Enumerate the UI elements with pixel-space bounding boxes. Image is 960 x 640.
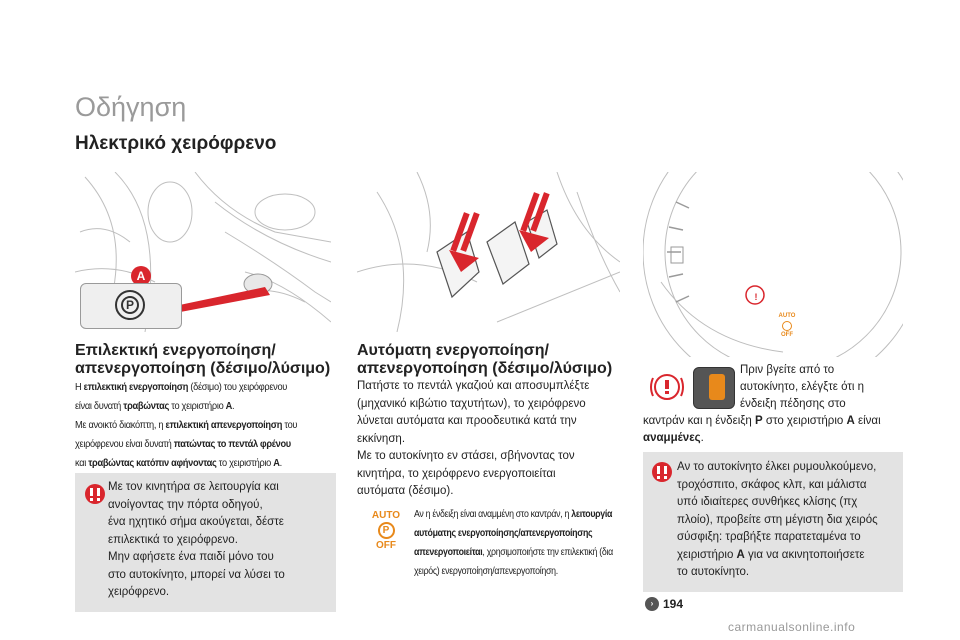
- section-title: Οδήγηση: [75, 92, 187, 122]
- callout-a-badge: A: [131, 266, 151, 286]
- col1-heading-line1: Επιλεκτική ενεργοποίηση/: [75, 342, 276, 359]
- col1-line2: είναι δυνατή τραβώντας το χειριστήριο A.: [75, 400, 235, 412]
- switch-a-lit-indicator: [709, 374, 725, 400]
- switch-a-lit: [693, 367, 735, 409]
- col2-heading-line2: απενεργοποίηση (δέσιμο/λύσιμο): [357, 360, 613, 377]
- col1-line3: Με ανοικτό διακόπτη, η επιλεκτική απενεργοποίηση του: [75, 419, 298, 431]
- col3-warning-box: [643, 452, 903, 592]
- col2-note: Αν η ένδειξη είναι αναμμένη στο καντράν, η λειτουργία αυτόματης ενεργοποίησης/απενεργοποίησης απενεργοποιείται, χρησιμοποιήστε την επιλεκτική (δια χειρός) ενεργοποίηση/απενεργοποίηση.: [414, 509, 613, 577]
- auto-off-indicator: [368, 510, 404, 550]
- col3-intro: Πριν βγείτε από το αυτοκίνητο, ελέγξτε ότι η ένδειξη πέδησης στο: [740, 364, 865, 410]
- cluster-auto-label: AUTO: [778, 313, 796, 319]
- off-label: OFF: [376, 540, 396, 551]
- col3-warning-text: Αν το αυτοκίνητο έλκει ρυμουλκούμενο, τροχόσπιτο, σκάφος κλπ, και μάλιστα υπό ιδιαίτερες συνθήκες κλίσης (πχ πλοίο), προβείτε στη μέγιστη δια χειρός σύσφιξη: τραβήξτε παρατεταμένα το χειριστήριο A για να ακινητοποιήσετε το αυτοκίνητο.: [677, 461, 878, 578]
- page-arrow-icon: ›: [645, 597, 659, 611]
- col1-heading-line2: απενεργοποίηση (δέσιμο/λύσιμο): [75, 360, 331, 377]
- parking-brake-switch: [80, 283, 182, 329]
- park-brake-icon: [115, 290, 145, 320]
- warning-icon: [652, 462, 672, 482]
- col1-warning-text: Με τον κινητήρα σε λειτουργία και ανοίγοντας την πόρτα οδηγού, ένα ηχητικό σήμα ακούγεται, δέστε επιλεκτικά το χειρόφρενο. Μην αφήσετε ένα παιδί μόνο του στο αυτοκίνητο, μπορεί να λύσει το χειρόφρενο.: [108, 481, 285, 598]
- cluster-auto-off-indicator: [776, 313, 798, 339]
- cluster-auto-p-icon: [782, 321, 792, 331]
- brake-warning-lamp-icon: [648, 368, 686, 406]
- cluster-brake-warning-icon: !: [754, 292, 758, 302]
- col2-heading-line1: Αυτόματη ενεργοποίηση/: [357, 342, 549, 359]
- pointer-arrow: [170, 285, 280, 315]
- col1-line5: και τραβώντας κατόπιν αφήνοντας το χειριστήριο A.: [75, 457, 282, 469]
- col1-line4: χειρόφρενου είναι δυνατή πατώντας το πεντάλ φρένου: [75, 438, 291, 450]
- auto-label: AUTO: [371, 510, 401, 521]
- footer-watermark[interactable]: carmanualsonline.info: [728, 620, 856, 634]
- col1-warning-box: [75, 473, 336, 612]
- col3-intro-cont: καντράν και η ένδειξη P στο χειριστήριο A είναι αναμμένες.: [643, 415, 881, 444]
- col1-line1: Η επιλεκτική ενεργοποίηση (δέσιμο) του χειρόφρενου: [75, 381, 288, 393]
- cluster-drawing: [643, 172, 903, 357]
- page-number: 194: [663, 597, 684, 611]
- section-subtitle: Ηλεκτρικό χειρόφρενο: [75, 133, 277, 154]
- col2-heading: [357, 342, 632, 378]
- auto-p-icon: P: [378, 522, 395, 539]
- warning-icon: [85, 484, 105, 504]
- park-letter: P: [121, 296, 139, 314]
- pedals-drawing: [357, 172, 620, 332]
- cluster-off-label: OFF: [781, 332, 793, 338]
- pedals-illustration: [357, 172, 620, 332]
- instrument-cluster-illustration: [643, 172, 903, 357]
- col1-body: [75, 378, 330, 473]
- col2-body: Πατήστε το πεντάλ γκαζιού και αποσυμπλέξτε (μηχανικό κιβώτιο ταχυτήτων), το χειρόφρενο λύνεται αυτόματα και προοδευτικά κατά την εκκίνηση. Με το αυτοκίνητο εν στάσει, σβήνοντας τον κινητήρα, το χειρόφρενο ενεργοποιείται αυτόματα (δέσιμο).: [357, 380, 590, 497]
- col1-heading: [75, 342, 345, 378]
